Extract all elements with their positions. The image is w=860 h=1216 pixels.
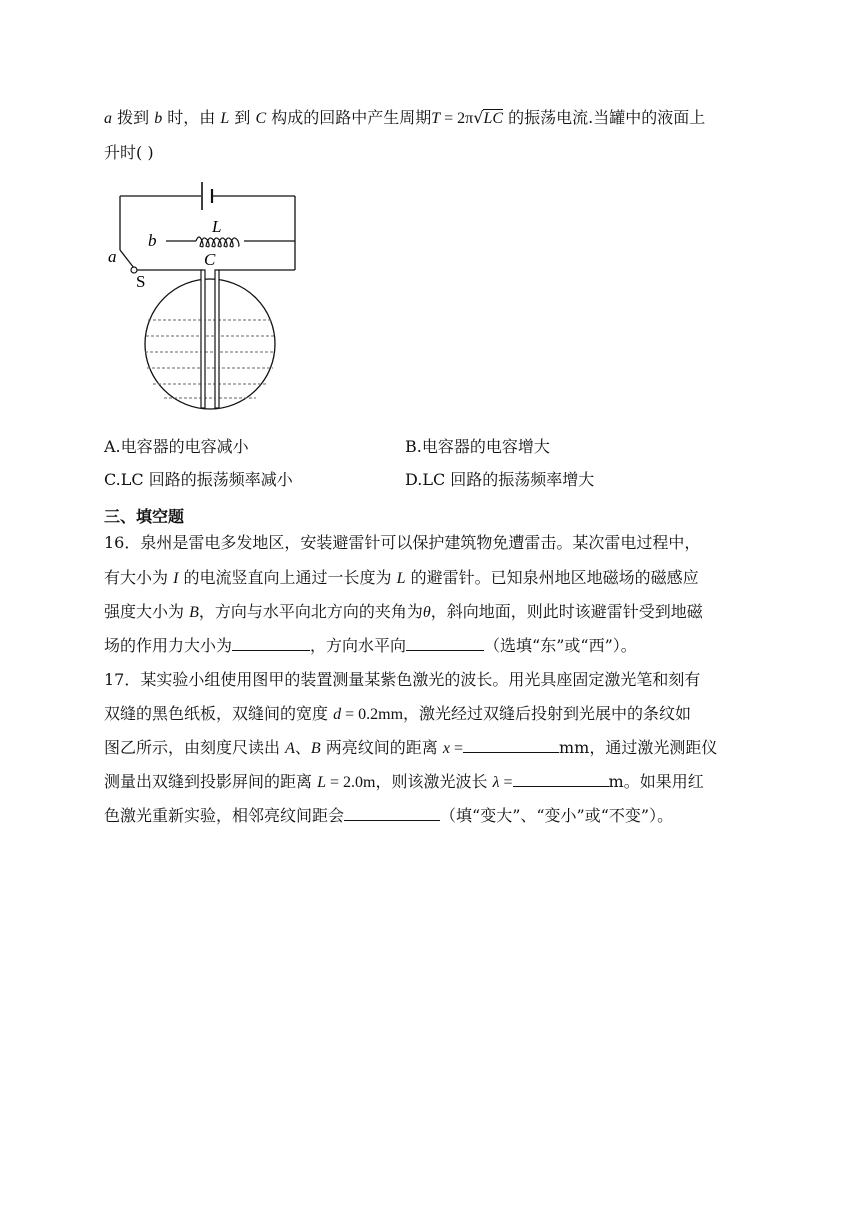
text: 的振荡电流.当罐中的液面上 [503,108,706,127]
answer-blank-distance[interactable] [463,738,559,753]
q17-line-1: 17．某实验小组使用图甲的装置测量某紫色激光的波长。用光具座固定激光笔和刻有 [104,670,701,689]
q16-line-4 [104,636,637,656]
q17-line-5 [104,806,673,826]
answer-blank-force[interactable] [232,636,310,651]
text: 有大小为 [104,568,174,587]
text: 拨到 [112,108,155,127]
answer-blank-wavelength[interactable] [513,772,609,787]
var-L: L [317,774,326,791]
tank [145,279,275,409]
formula-eq: = 2π [440,110,474,127]
var-d: d [333,706,342,723]
var-b: b [154,110,163,127]
text: m。如果用红 [608,772,704,791]
text: 两亮纹间的距离 [320,738,443,757]
text: 双缝的黑色纸板，双缝间的宽度 [104,704,334,723]
q16-line-1: 16．泉州是雷电多发地区，安装避雷针可以保护建筑物免遭雷击。某次雷电过程中， [104,533,701,552]
text: ，则该激光波长 [375,772,493,791]
switch-blade [120,250,134,268]
text: ，激光经过双缝后投射到光展中的条纹如 [403,704,692,723]
text: 到 [229,108,256,127]
var-lambda: λ [492,774,500,791]
x-eq: = [449,740,463,757]
sqrt-sign: √ [473,108,484,127]
text: 的避雷针。已知泉州地区地磁场的磁感应 [405,568,699,587]
text: （选填“东”或“西”）。 [484,636,637,655]
option-a: A.电容器的电容减小 [104,437,249,456]
q16-line-2 [104,568,699,589]
label-S: S [136,272,146,291]
var-B: B [189,604,199,621]
var-L: L [396,570,406,587]
formula-T: T [431,110,441,127]
var-A: A [285,740,295,757]
label-C: C [204,250,216,269]
text: 图乙所示，由刻度尺读出 [104,738,286,757]
q17-line-3 [104,738,717,759]
d-value: = 0.2mm [341,706,404,723]
L-value: = 2.0m [326,774,376,791]
section-heading: 三、填空题 [104,507,185,526]
q15-line-1 [104,108,705,129]
text: 时，由 [162,108,221,127]
text: ，斜向地面，则此时该避雷针受到地磁 [430,602,703,621]
text: 的电流竖直向上通过一长度为 [178,568,397,587]
var-theta: θ [422,604,431,621]
circuit-figure [104,176,304,430]
q15-line-2: 升时( ) [104,143,154,162]
var-a: a [104,110,112,127]
text: （填“变大”、“变小”或“不变”）。 [440,806,674,825]
text: 强度大小为 [104,602,190,621]
var-B: B [310,740,321,757]
label-L: L [212,217,222,236]
option-b: B.电容器的电容增大 [405,437,550,456]
text: 构成的回路中产生周期 [266,108,432,127]
var-I: I [173,570,179,587]
text: 场的作用力大小为 [104,636,233,655]
answer-blank-direction[interactable] [406,636,484,651]
text: mm，通过激光测距仪 [559,738,718,757]
option-d: D.LC 回路的振荡频率增大 [405,470,595,489]
q17-line-2 [104,704,691,725]
label-b: b [148,231,157,250]
capacitor-plate-left [201,270,205,408]
text: 、 [294,738,311,757]
option-c: C.LC 回路的振荡频率减小 [104,470,293,489]
lambda-eq: = [499,774,513,791]
text: ，方向与水平向北方向的夹角为 [198,602,423,621]
formula-root: LC [483,110,504,127]
label-a: a [108,247,117,266]
text: ，方向水平向 [310,636,407,655]
var-L: L [220,110,230,127]
capacitor-plate-right [215,270,219,408]
inductor-coil [196,237,239,247]
var-C: C [255,110,267,127]
text: 色激光重新实验，相邻亮纹间距会 [104,806,345,825]
q16-line-3 [104,602,703,623]
var-x: x [442,740,450,757]
q17-line-4 [104,772,704,793]
answer-blank-spacing[interactable] [344,806,440,821]
text: 测量出双缝到投影屏间的距离 [104,772,318,791]
